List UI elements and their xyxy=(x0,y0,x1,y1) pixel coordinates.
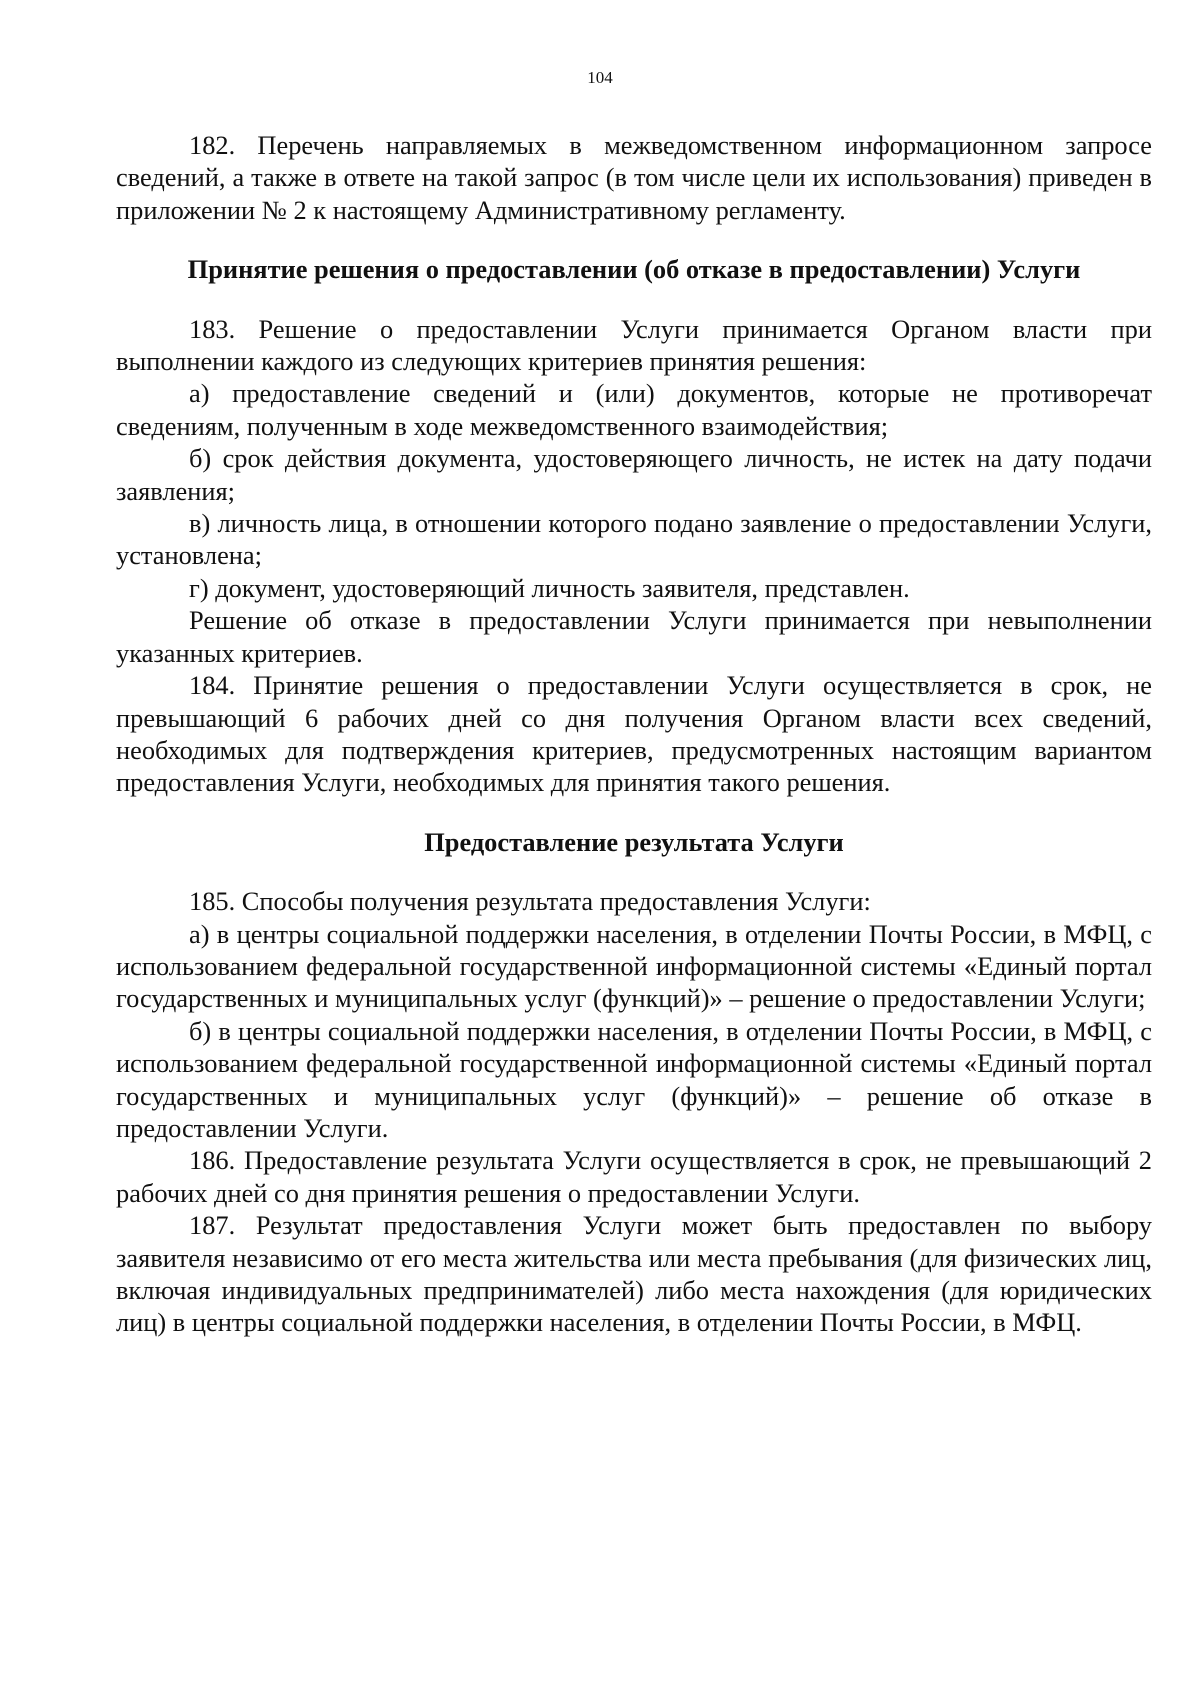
criterion-g: г) документ, удостоверяющий личность заявителя, представлен. xyxy=(189,572,910,603)
section-heading-decision: Принятие решения о предоставлении (об отказе в предоставлении) Услуги xyxy=(187,254,1081,285)
refusal-paragraph: Решение об отказе в предоставлении Услуги принимается при невыполнении указанных критериев. xyxy=(116,605,1152,668)
page-number: 104 xyxy=(587,68,613,87)
section-heading-result: Предоставление результата Услуги xyxy=(424,826,844,857)
paragraph-182: 182. Перечень направляемых в межведомственном информационном запросе сведений, а также в ответе на такой запрос (в том числе цели их использования) приведен в приложении № 2 к настоящему Административному регламенту. xyxy=(116,130,1152,225)
document-body xyxy=(116,129,1152,1339)
paragraph-184: 184. Принятие решения о предоставлении Услуги осуществляется в срок, не превышающий 6 рабочих дней со дня получения Органом власти всех сведений, необходимых для подтверждения критериев, предусмотренных настоящим вариантом предоставления Услуги, необходимых для принятия такого решения. xyxy=(116,670,1152,798)
method-a: а) в центры социальной поддержки населения, в отделении Почты России, в МФЦ, с использованием федеральной государственной информационной системы «Единый портал государственных и муниципальных услуг (функций)» – решение о предоставлении Услуги; xyxy=(116,918,1152,1014)
criterion-v: в) личность лица, в отношении которого подано заявление о предоставлении Услуги, установлена; xyxy=(116,508,1152,571)
spacer xyxy=(116,858,1152,885)
spacer xyxy=(116,286,1152,313)
paragraph-186: 186. Предоставление результата Услуги осуществляется в срок, не превышающий 2 рабочих дней со дня принятия решения о предоставлении Услуги. xyxy=(116,1145,1152,1208)
method-b: б) в центры социальной поддержки населения, в отделении Почты России, в МФЦ, с использованием федеральной государственной информационной системы «Единый портал государственных и муниципальных услуг (функций)» – решение об отказе в предоставлении Услуги. xyxy=(116,1015,1152,1143)
spacer xyxy=(116,799,1152,826)
paragraph-187: 187. Результат предоставления Услуги может быть предоставлен по выбору заявителя независимо от его места жительства или места пребывания (для физических лиц, включая индивидуальных предпринимателей) либо места нахождения (для юридических лиц) в центры социальной поддержки населения, в отделении Почты России, в МФЦ. xyxy=(116,1210,1152,1338)
criterion-a: а) предоставление сведений и (или) документов, которые не противоречат сведениям, полученным в ходе межведомственного взаимодействия; xyxy=(116,378,1152,441)
spacer xyxy=(116,226,1152,253)
paragraph-183: 183. Решение о предоставлении Услуги принимается Органом власти при выполнении каждого из следующих критериев принятия решения: xyxy=(116,313,1152,377)
paragraph-185: 185. Способы получения результата предоставления Услуги: xyxy=(189,886,871,917)
criterion-b: б) срок действия документа, удостоверяющего личность, не истек на дату подачи заявления; xyxy=(116,443,1152,506)
